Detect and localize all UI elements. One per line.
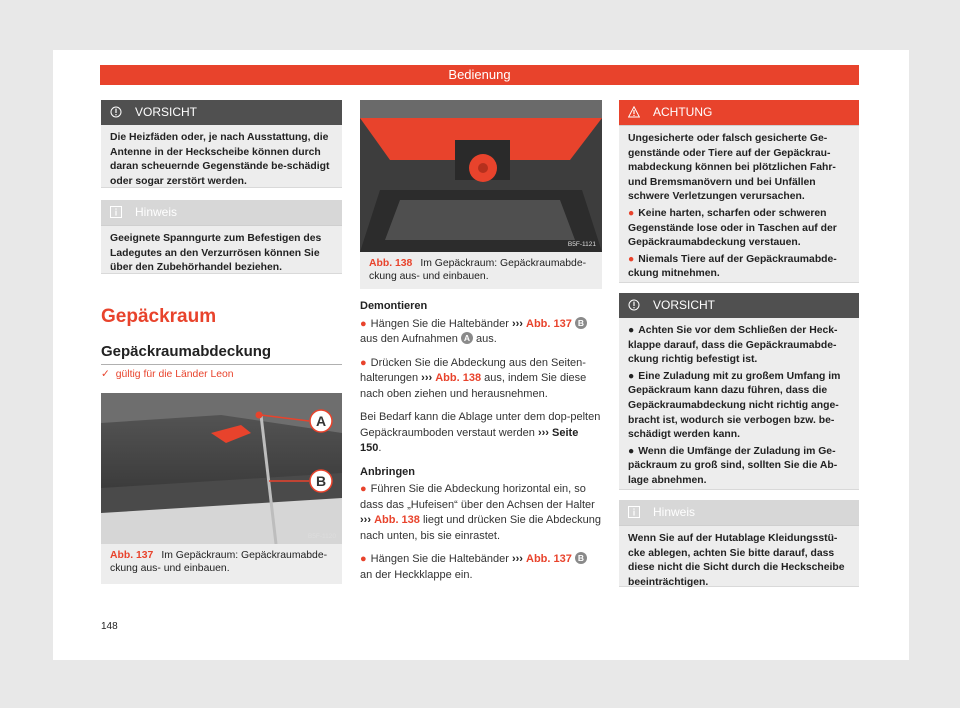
caption-text: Im Gepäckraum: Gepäckraumabde-ckung aus- und einbauen. xyxy=(110,550,328,574)
hinweis-heading: Hinweis xyxy=(653,505,696,519)
validity-text: gültig für die Länder Leon xyxy=(115,369,234,380)
hinweis-box-header xyxy=(619,500,859,526)
hinweis-heading: Hinweis xyxy=(135,205,178,219)
bullet-icon: ● xyxy=(360,356,367,369)
warning-triangle-icon xyxy=(628,106,640,118)
hinweis-box-header xyxy=(101,200,342,226)
hinweis-box-left xyxy=(101,200,342,274)
demontieren-heading: Demontieren xyxy=(360,300,428,312)
trunk-lid-illustration xyxy=(101,393,342,544)
ref-link[interactable]: Abb. 137 xyxy=(526,553,572,565)
step-3: ● Führen Sie die Abdeckung horizontal ein, so dass das „Hufeisen“ über den Achsen der Halter ››› Abb. 138 liegt und drücken Sie die Abdeckung nach unten, bis sie einrastet. xyxy=(360,483,601,542)
label-a-icon: A xyxy=(461,332,473,344)
bullet-icon: ● xyxy=(360,317,367,330)
bullet-icon: ● xyxy=(628,445,635,457)
info-square-icon xyxy=(110,206,122,218)
caption-text: Im Gepäckraum: Gepäckraumabde-ckung aus- und einbauen. xyxy=(369,258,587,282)
figure-138-caption xyxy=(360,252,602,289)
page-number: 148 xyxy=(101,621,118,632)
page-header: Bedienung xyxy=(100,65,859,85)
achtung-bullet-1: ● Keine harten, scharfen oder schweren Gegenstände lose oder in Taschen auf der Gepäckraumabdeckung verstauen. xyxy=(628,207,837,249)
caption-number: Abb. 138 xyxy=(369,258,413,269)
vorsicht-box-header xyxy=(101,100,342,125)
bullet-icon: ● xyxy=(628,370,635,382)
vorsicht-text: Die Heizfäden oder, je nach Ausstattung, die Antenne in der Heckscheibe können durch daran scheuernde Gegenstände be-schädigt oder sogar zerstört werden. xyxy=(110,132,330,187)
validity-note xyxy=(101,368,234,380)
instructions xyxy=(360,299,602,591)
callout-b-label: B xyxy=(315,473,327,489)
figure-137-caption xyxy=(101,544,342,584)
paragraph: Bei Bedarf kann die Ablage unter dem dop-pelten Gepäckraumboden verstaut werden ››› Seite 150. xyxy=(360,411,601,454)
section-subtitle: Gepäckraumabdeckung xyxy=(101,343,272,360)
ref-link[interactable]: Abb. 137 xyxy=(526,317,572,330)
vorsicht-box-right xyxy=(619,293,859,490)
step-1: ● Hängen Sie die Haltebänder ››› Abb. 137 B aus den Aufnahmen A aus. xyxy=(360,317,602,348)
label-b-icon: B xyxy=(575,317,587,329)
achtung-text: Ungesicherte oder falsch gesicherte Ge-genstände oder Tiere auf der Gepäckrau-mabdeckung können bei plötzlichen Fahr-und Bremsmanövern und bei Unfällen schwere Verletzungen verursachen. xyxy=(628,133,836,203)
vorsicht-bullet-3: ● Wenn die Umfänge der Zuladung im Ge-päckraum zu groß sind, sollten Sie die Ab-lage abnehmen. xyxy=(628,445,838,486)
label-b-icon: B xyxy=(575,552,587,564)
vorsicht-heading: VORSICHT xyxy=(653,298,716,312)
bullet-icon: ● xyxy=(360,553,367,565)
achtung-box xyxy=(619,100,859,283)
anbringen-heading: Anbringen xyxy=(360,465,415,478)
figure-138-image xyxy=(360,100,602,252)
callout-a-label: A xyxy=(315,413,327,429)
bullet-icon: ● xyxy=(628,207,635,219)
vorsicht-box-left xyxy=(101,100,342,188)
bullet-icon: ● xyxy=(628,325,635,336)
bullet-icon: ● xyxy=(628,253,635,265)
info-circle-icon xyxy=(110,106,122,118)
check-icon: ✓ xyxy=(101,369,110,380)
ref-link[interactable]: Abb. 138 xyxy=(435,372,482,384)
info-square-icon xyxy=(628,506,640,518)
bullet-icon: ● xyxy=(360,483,367,495)
figure-137-image xyxy=(101,393,342,544)
achtung-box-header xyxy=(619,100,859,126)
section-title: Gepäckraum xyxy=(101,306,217,327)
hinweis-text: Geeignete Spanngurte zum Befestigen des Ladegutes an den Verzurrösen können Sie über den Zubehörhandel beziehen. xyxy=(110,233,322,274)
parcel-shelf-illustration xyxy=(360,100,602,252)
ref-link[interactable]: Seite 150 xyxy=(360,426,579,454)
vorsicht-bullet-2: ● Eine Zuladung mit zu großem Umfang im Gepäckraum kann dazu führen, dass die Gepäckraumabdeckung nicht richtig ange-bracht ist, wodurch sie verbogen bzw. be-schädigt werden kann. xyxy=(628,370,841,441)
vorsicht-heading: VORSICHT xyxy=(135,105,198,119)
achtung-heading: ACHTUNG xyxy=(653,105,713,119)
caption-number: Abb. 137 xyxy=(110,550,154,561)
hinweis-box-right xyxy=(619,500,859,587)
vorsicht-bullet-1: ● Achten Sie vor dem Schließen der Heck-klappe darauf, dass die Gepäckraumabde-ckung richtig befestigt ist. xyxy=(628,325,838,366)
figure-code: B5F-1121 xyxy=(567,241,596,248)
info-circle-icon xyxy=(628,299,640,311)
subtitle-divider xyxy=(101,364,342,365)
step-4: ● Hängen Sie die Haltebänder ››› Abb. 137 B an der Heckklappe ein. xyxy=(360,552,602,583)
vorsicht-box-header xyxy=(619,293,859,318)
figure-code: B5F-1120 xyxy=(307,533,336,540)
step-2: ● Drücken Sie die Abdeckung aus den Seiten-halterungen ››› Abb. 138 aus, indem Sie diese nach oben ziehen und herausnehmen. xyxy=(360,356,587,400)
hinweis-text: Wenn Sie auf der Hutablage Kleidungsstü-cke ablegen, achten Sie bitte darauf, dass diese nicht die Sicht durch die Heckscheibe beeinträchtigen. xyxy=(628,533,845,588)
achtung-bullet-2: ● Niemals Tiere auf der Gepäckraumabde-ckung mitnehmen. xyxy=(628,253,837,280)
ref-link[interactable]: Abb. 138 xyxy=(374,514,420,526)
